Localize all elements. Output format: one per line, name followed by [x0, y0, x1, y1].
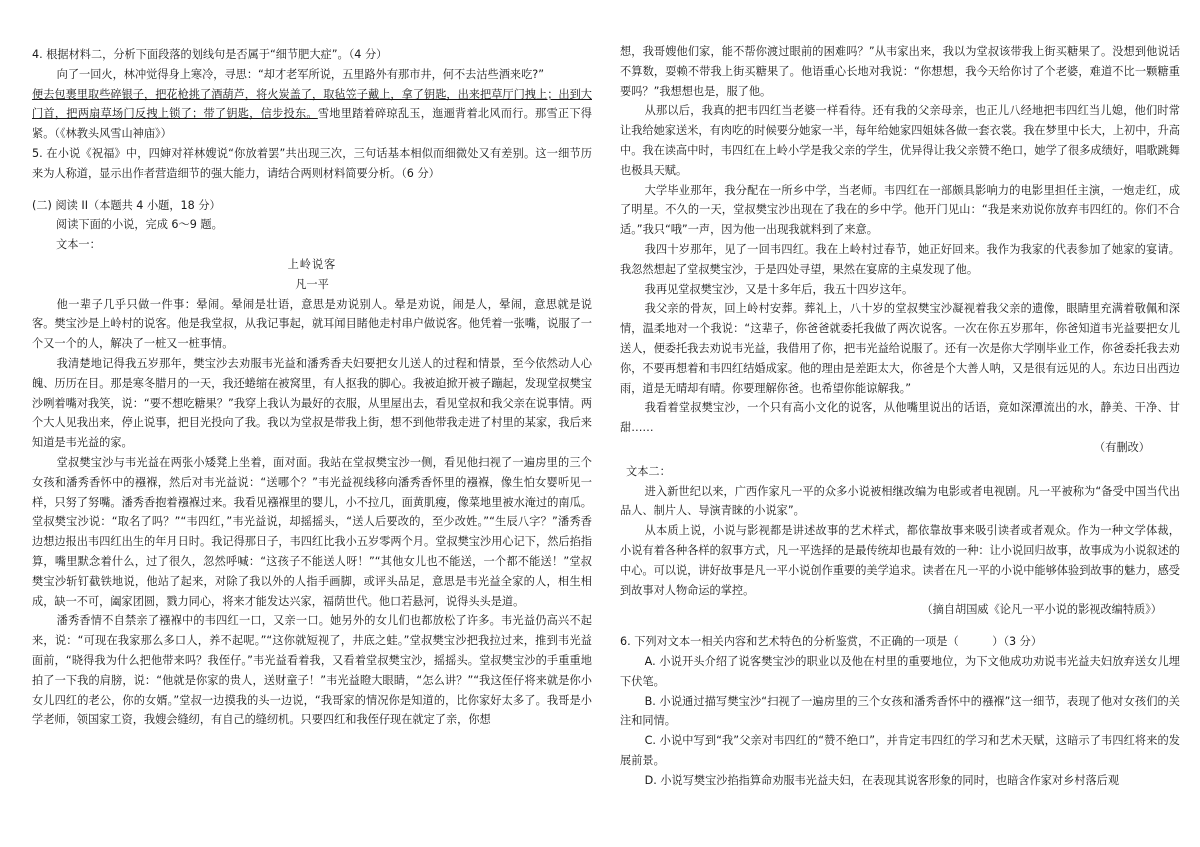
text2-label: 文本二：: [626, 464, 671, 478]
section-header: (二) 阅读 II（本题共 4 小题，18 分）: [32, 198, 221, 212]
right-column: [620, 42, 1180, 790]
q4-passage-body: [32, 85, 592, 144]
q6-option-a: A. 小说开头介绍了说客樊宝沙的职业以及他在村里的重要地位，为下文他成功劝说韦光益夫妇放弃送女儿埋下伏笔。: [620, 654, 1180, 688]
story-paragraph: 我清楚地记得我五岁那年，樊宝沙去劝服韦光益和潘秀香夫妇要把女儿送人的过程和情景，至今依然动人心魄、历历在目。那是寒冬腊月的一天，我还蜷缩在被窝里，有人抠我的脚心。我被迫掀开被子蹦起，发现堂叔樊宝沙咧着嘴对我笑，说：“要不想吃糖果？”我穿上我认为最好的衣服，从里屋出去，看见堂叔和我父亲在说事情。两个大人见我出来，停止说事，把目光投向了我。我以为堂叔是带我上街，想不到他带我走进了村里的某家，我后来知道是韦光益的家。: [32, 356, 592, 450]
section-instruction: 阅读下面的小说，完成 6～9 题。: [56, 218, 223, 232]
q6-prompt: 6. 下列对文本一相关内容和艺术特色的分析鉴赏，不正确的一项是（ ）（3 分）: [620, 635, 1043, 649]
q4-passage-intro: 向了一回火，林冲觉得身上寒冷，寻思：“却才老军所说，五里路外有那市井，何不去沽些酒来吃?”: [56, 67, 545, 81]
story-paragraph: 他一辈子几乎只做一件事：晕闹。晕闹是壮语，意思是劝说别人。晕是劝说，闹是人，晕闹，意思就是说客。樊宝沙是上岭村的说客。他是我堂叔，从我记事起，就耳闻目睹他走村串户做说客。他凭着一张嘴，说服了一个又一个的人，解决了一桩又一桩事情。: [32, 297, 592, 351]
story-paragraph: 我看着堂叔樊宝沙，一个只有高小文化的说客，从他嘴里说出的话语，竟如深潭流出的水，静美、干净、甘甜……: [620, 401, 1180, 435]
story-paragraph: 我父亲的骨灰，回上岭村安葬。葬礼上，八十岁的堂叔樊宝沙凝视着我父亲的遗像，眼睛里充满着敬佩和深情，温柔地对一个我说：“这辈子，你爸爸就委托我做了两次说客。一次在你五岁那年，你爸知道韦光益要把女儿送人，便委托我去劝说韦光益，我借用了你，把韦光益给说服了。还有一次是你大学刚毕业工作，你爸委托我去劝你，不要再想着和韦四红结婚成家。他的理由是差距太大，你爸是个大善人呐，又是很有远见的人。东边日出西边雨，道是无晴却有晴。你要理解你爸。也希望你能谅解我。”: [620, 302, 1180, 395]
story-paragraph: 从那以后，我真的把韦四红当老婆一样看待。还有我的父亲母亲，也正儿八经地把韦四红当儿媳，他们时常让我给她家送米，有肉吃的时候要分她家一半，每年给她家四姐妹各做一套衣裳。我在梦里中长大，上初中，升高中。我在读高中时，韦四红在上岭小学是我父亲的学生，优异得让我父亲赞不绝口，她学了很多成绩好，唱歌跳舞也极具天赋。: [620, 104, 1180, 177]
story-author: 凡一平: [295, 277, 329, 291]
story-paragraph: 我四十岁那年，见了一回韦四红。我在上岭村过春节，她正好回来。我作为我家的代表参加了她家的宴请。我忽然想起了堂叔樊宝沙，于是四处寻望，果然在宴席的主桌发现了他。: [620, 242, 1180, 276]
q5-prompt: 5. 在小说《祝福》中，四婶对祥林嫂说“你放着罢”共出现三次，三句话基本相似而细微处又有差别。这一细节历来为人称道，显示出作者营造细节的强大能力，请结合两则材料简要分析。（6 分）: [32, 146, 592, 180]
q6-option-b: B. 小说通过描写樊宝沙“扫视了一遍房里的三个女孩和潘秀香怀中的襁褓”这一细节，表现了他对女孩们的关注和同情。: [620, 694, 1180, 728]
q4-underlined-sentence: 便去包裹里取些碎银子，把花枪挑了酒葫芦，将火炭盖了，取毡笠子戴上，拿了钥匙，出来把草厅门拽上；出到大门首，把两扇草场门反拽上锁了；带了钥匙，信步投东。: [32, 87, 592, 121]
text2-source: （摘自胡国威《论凡一平小说的影视改编特质》）: [921, 603, 1162, 617]
story-source: （有删改）: [1094, 440, 1150, 454]
story-paragraph: 堂叔樊宝沙与韦光益在两张小矮凳上坐着，面对面。我站在堂叔樊宝沙一侧，看见他扫视了一遍房里的三个女孩和潘秀香怀中的襁褓，然后对韦光益说：“送哪个？”韦光益视线移向潘秀香怀里的襁褓，像生怕女婴听见一样，只努了努嘴。潘秀香抱着襁褓过来。我看见襁褓里的婴儿，小不拉几，面黄肌瘦，像菜地里被水淹过的南瓜。堂叔樊宝沙说：“取名了吗？”“韦四红，”韦光益说，却摇摇头，“送人后要改的，至少改姓。”“生辰八字？”潘秀香边想边报出韦四红出生的年月日时。我记得那日子，韦四红比我小五岁零两个月。堂叔樊宝沙用心记下，然后掐指算，嘴里默念着什么，过了很久，忽然呼喊：“这孩子不能送人呀！”“其他女儿也不能送，一个都不能送！”堂叔樊宝沙斩钉截铁地说，他站了起来，对除了我以外的人指手画脚，或评头品足，意思是韦光益全家的人，相生相成，缺一不可，阖家团圆，戮力同心，将来才能发达兴家，福荫世代。他口若悬河，说得头头是道。: [32, 455, 592, 608]
text2-paragraph: 从本质上说，小说与影视都是讲述故事的艺术样式，都依靠故事来吸引读者或者观众。作为一种文学体裁，小说有着各种各样的叙事方式，凡一平选择的是最传统却也最有效的一种：让小说回归故事，故事成为小说叙述的中心。可以说，讲好故事是凡一平小说创作重要的美学追求。读者在凡一平的小说中能够体验到故事的魅力，感受到故事对人物命运的掌控。: [620, 524, 1180, 597]
story-paragraph: 我再见堂叔樊宝沙，又是十多年后，我五十四岁这年。: [644, 282, 914, 296]
text1-label: 文本一：: [56, 238, 101, 252]
q4-passage-rest: 雪地里踏着碎琼乱玉，迤逦背着北风而行。那雪正下得紧。（《林教头风雪山神庙》）: [32, 107, 592, 141]
text2-paragraph: 进入新世纪以来，广西作家凡一平的众多小说被相继改编为电影或者电视剧。凡一平被称为“备受中国当代出品人、制片人、导演青睐的小说家”。: [620, 484, 1180, 518]
story-paragraph: 大学毕业那年，我分配在一所乡中学，当老师。韦四红在一部颇具影响力的电影里担任主演，一炮走红，成了明星。不久的一天，堂叔樊宝沙出现在了我在的乡中学。他开门见山：“我是来劝说你放弃韦四红的。你们不合适。”我只“哦”一声，因为他一出现我就料到了来意。: [620, 183, 1180, 237]
story-paragraph: 潘秀香情不自禁亲了襁褓中的韦四红一口，又亲一口。她另外的女儿们也都放松了许多。韦光益仍高兴不起来，说：“可现在我家那么多口人，养不起呢。”“这你就短视了，井底之蛙。”堂叔樊宝沙把我拉过来，推到韦光益面前，“晓得我为什么把他带来吗？我侄仔。”韦光益看着我，又看着堂叔樊宝沙，摇摇头。堂叔樊宝沙的手重重地拍了一下我的肩膀，说：“他就是你家的贵人，送财童子！”韦光益瞪大眼睛，“怎么讲？”“我这侄仔将来就是你小女儿四红的老公，你的女婿。”堂叔一边摸我的头一边说，“我哥家的情况你是知道的，比你家好太多了。我哥是小学老师，领国家工资，我嫂会缝纫，有自己的缝纫机。只要四红和我侄仔现在就定了亲，你想: [32, 614, 592, 727]
left-column: [32, 45, 592, 730]
q4-prompt: 4. 根据材料二，分析下面段落的划线句是否属于“细节肥大症”。（4 分）: [32, 48, 388, 61]
story-paragraph: 想，我哥嫂他们家，能不帮你渡过眼前的困难吗？”从韦家出来，我以为堂叔该带我上街买糖果了。没想到他说话不算数，耍赖不带我上街买糖果了。他语重心长地对我说：“你想想，我今天给你讨了个老婆，难道不比一颗糖重要吗？”我想想也是，服了他。: [620, 45, 1180, 98]
story-title: 上岭说客: [287, 257, 337, 271]
q6-option-c: C. 小说中写到“我”父亲对韦四红的“赞不绝口”，并肯定韦四红的学习和艺术天赋，这暗示了韦四红将来的发展前景。: [620, 734, 1180, 767]
q6-option-d: D. 小说写樊宝沙掐指算命劝服韦光益夫妇，在表现其说客形象的同时，也暗含作家对乡村落后观: [644, 773, 1120, 787]
